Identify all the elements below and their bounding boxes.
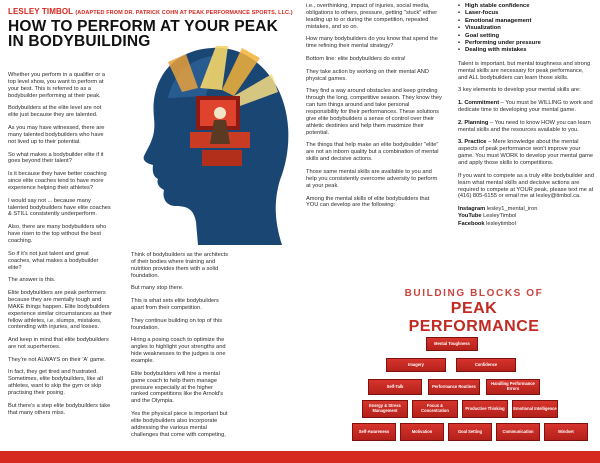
paragraph: But there's a step elite bodybuilders take that many others miss. bbox=[8, 402, 111, 416]
column-1 bbox=[8, 72, 112, 423]
key-element-planning bbox=[458, 120, 594, 134]
block-handling-errors: Handling Performance Errors bbox=[486, 379, 540, 395]
block-performance-routines: Performance Routines bbox=[428, 379, 480, 395]
social-instagram bbox=[458, 206, 594, 213]
block-imagery: Imagery bbox=[386, 358, 446, 372]
block-mindset: Mindset bbox=[544, 423, 588, 441]
paragraph: Whether you perform in a qualifier or a top level show, you want to perform at your best. This is referred to as a bodybuilder performing at their peak. bbox=[8, 72, 106, 99]
list-item: • Performing under pressure bbox=[458, 40, 594, 47]
paragraph: Think of bodybuilders as the architects of their bodies where training and nutrition provides them with a solid foundation. bbox=[131, 252, 229, 279]
title-line-2: IN BODYBUILDING bbox=[8, 33, 151, 50]
social-label: YouTube bbox=[458, 213, 482, 220]
list-item: • Dealing with mistakes bbox=[458, 47, 594, 54]
paragraph: They continue building on top of this foundation. bbox=[131, 317, 223, 331]
column-4 bbox=[458, 3, 594, 228]
footer-bar bbox=[0, 451, 600, 463]
paragraph: Elite bodybuilders are peak performers because they are mentally tough and MAKE things happen. Elite bodybuilders experience similar circumstances as their fellow athletes, i.e. slumps, mistakes, contending with injuries, and losses. bbox=[8, 289, 112, 331]
building-blocks-title bbox=[386, 288, 562, 336]
block-emotional-intelligence: Emotional Intelligence bbox=[512, 400, 558, 418]
social-facebook bbox=[458, 221, 594, 228]
block-focus: Focus & Concentration bbox=[412, 400, 458, 418]
brain-block bbox=[202, 150, 242, 166]
title-line-1: HOW TO PERFORM AT YOUR PEAK bbox=[8, 18, 279, 35]
block-goal-setting: Goal Setting bbox=[448, 423, 492, 441]
list-item: • Visualization bbox=[458, 25, 594, 32]
social-value: lesleytimbol bbox=[484, 220, 516, 227]
key-text: – Mere knowledge about the mental aspects of peak performance won't improve your game. You must WORK to develop your mental game and apply those skills to competitions. bbox=[458, 139, 593, 166]
paragraph: So what makes a bodybuilder elite if it goes beyond their talent? bbox=[8, 151, 104, 165]
column-2 bbox=[131, 252, 231, 445]
key-text: – You must be WILLING to work and dedicate time to developing your mental game. bbox=[458, 100, 593, 113]
paragraph: But many stop there. bbox=[131, 285, 184, 292]
paragraph: Bodybuilders at the elite level are not elite just because they are talented. bbox=[8, 105, 102, 119]
paragraph: Among the mental skills of elite bodybuilders that YOU can develop are the following: bbox=[306, 195, 430, 209]
building-blocks-title-line-1: BUILDING BLOCKS OF bbox=[404, 288, 544, 299]
list-item: • Laser-focus bbox=[458, 10, 594, 17]
list-item: • High stable confidence bbox=[458, 3, 594, 10]
key-label: 1. Commitment bbox=[458, 100, 500, 107]
paragraph: The things that help make an elite bodybuilder "elite" are not an inborn quality but a combination of mental skills and decisive actions. bbox=[306, 142, 439, 163]
paragraph: i.e., overthinking, impact of injuries, social media, obligations to others, pressure, getting "stuck" either leading up to or during the competition, repeated mistakes, and so on. bbox=[306, 3, 438, 30]
paragraph: Yes the physical piece is important but elite bodybuilders also incorporate addressing the various mental challenges that come with competing, bbox=[131, 411, 228, 438]
paragraph: They find a way around obstacles and keep grinding through the long, competitive season. They know they can turn things around and take personal responsibility for their performances. These solutions give elite bodybuilders a sense of control over their athletic destinies and help them maximize their potential. bbox=[306, 88, 442, 136]
block-self-talk: Self-Talk bbox=[368, 379, 422, 395]
paragraph: They're not ALWAYS on their 'A' game. bbox=[8, 356, 106, 363]
list-item: • Goal setting bbox=[458, 33, 594, 40]
key-text: – You need to know HOW you can learn mental skills and the resources available to you. bbox=[458, 119, 591, 133]
block-productive-thinking: Productive Thinking bbox=[462, 400, 508, 418]
paragraph: Hiring a posing coach to optimize the angles to highlight your strengths and hide weaknesses to the judges is one example. bbox=[131, 337, 226, 365]
author-line bbox=[8, 7, 293, 16]
paragraph: Talent is important, but mental toughness and strong mental skills are necessary for peak performance, and ALL bodybuilders can learn those skills. bbox=[458, 60, 591, 81]
list-item: • Emotional management bbox=[458, 18, 594, 25]
paragraph: Bottom line: elite bodybuilders do extra! bbox=[306, 56, 406, 63]
block-energy-stress: Energy & Stress Management bbox=[362, 400, 408, 418]
key-label: 3. Practice bbox=[458, 139, 487, 146]
mental-skills-list bbox=[458, 3, 594, 55]
head-illustration bbox=[142, 40, 292, 245]
paragraph: So if it's not just talent and great coaches, what makes a bodybuilder elite? bbox=[8, 250, 99, 271]
key-element-commitment bbox=[458, 100, 594, 114]
block-motivation: Motivation bbox=[400, 423, 444, 441]
figure-head bbox=[214, 107, 226, 119]
paragraph: How many bodybuilders do you know that spend the time refining their mental strategy? bbox=[306, 36, 438, 50]
paragraph: Also, there are many bodybuilders who have risen to the top without the best coaching. bbox=[8, 224, 107, 244]
paragraph: The answer is this. bbox=[8, 277, 56, 284]
paragraph: They take action by working on their mental AND physical games. bbox=[306, 68, 429, 82]
paragraph: And keep in mind that elite bodybuilders are not superheroes. bbox=[8, 337, 109, 351]
author-name: LESLEY TIMBOL bbox=[8, 7, 74, 16]
social-value: lesley1_mental_iron bbox=[485, 206, 538, 213]
social-links bbox=[458, 206, 594, 228]
paragraph: 3 key elements to develop your mental skills are: bbox=[458, 87, 581, 94]
paragraph: Those same mental skills are available to you and help you consistently overcome adversity to perform at your peak. bbox=[306, 169, 438, 189]
paragraph: Is it because they have better coaching since elite coaches tend to have more experience helping their athletes? bbox=[8, 171, 107, 191]
key-label: 2. Planning bbox=[458, 119, 489, 126]
block-self-awareness: Self-Awareness bbox=[352, 423, 396, 441]
author-credit: (ADAPTED FROM DR. PATRICK COHN AT PEAK PERFORMANCE SPORTS, LLC.) bbox=[75, 10, 293, 16]
paragraph: I would say not ... because many talented bodybuilders have elite coaches & STILL consistently underperform. bbox=[8, 197, 111, 218]
paragraph: This is what sets elite bodybuilders apart from their competition. bbox=[131, 298, 219, 312]
column-3 bbox=[306, 3, 442, 215]
social-label: Instagram bbox=[458, 206, 486, 213]
social-label: Facebook bbox=[458, 220, 485, 227]
block-confidence: Confidence bbox=[456, 358, 516, 372]
block-communication: Communication bbox=[496, 423, 540, 441]
contact-paragraph: If you want to compete as a truly elite bodybuilder and learn what mental skills and decisive actions are required to compete at YOUR peak, please text me at (416) 805-6155 or email me at lesley@timbol.ca. bbox=[458, 172, 594, 200]
paragraph: As you may have witnessed, there are many talented bodybuilders who have not lived up to their potential. bbox=[8, 125, 105, 145]
social-youtube bbox=[458, 213, 594, 220]
building-blocks-title-line-2: PEAK PERFORMANCE bbox=[408, 300, 540, 335]
block-mental-toughness: Mental Toughness bbox=[426, 337, 478, 351]
paragraph: In fact, they get tired and frustrated. Sometimes, elite bodybuilders, like all athletes, want to skip the gym or skip practising their posing. bbox=[8, 369, 103, 397]
paragraph: Elite bodybuilders will hire a mental game coach to help them manage pressure especially at the higher ranked competitions like the Arnold's and the Olympia. bbox=[131, 370, 224, 405]
social-value: LesleyTimbol bbox=[481, 213, 517, 220]
key-element-practice bbox=[458, 139, 594, 167]
